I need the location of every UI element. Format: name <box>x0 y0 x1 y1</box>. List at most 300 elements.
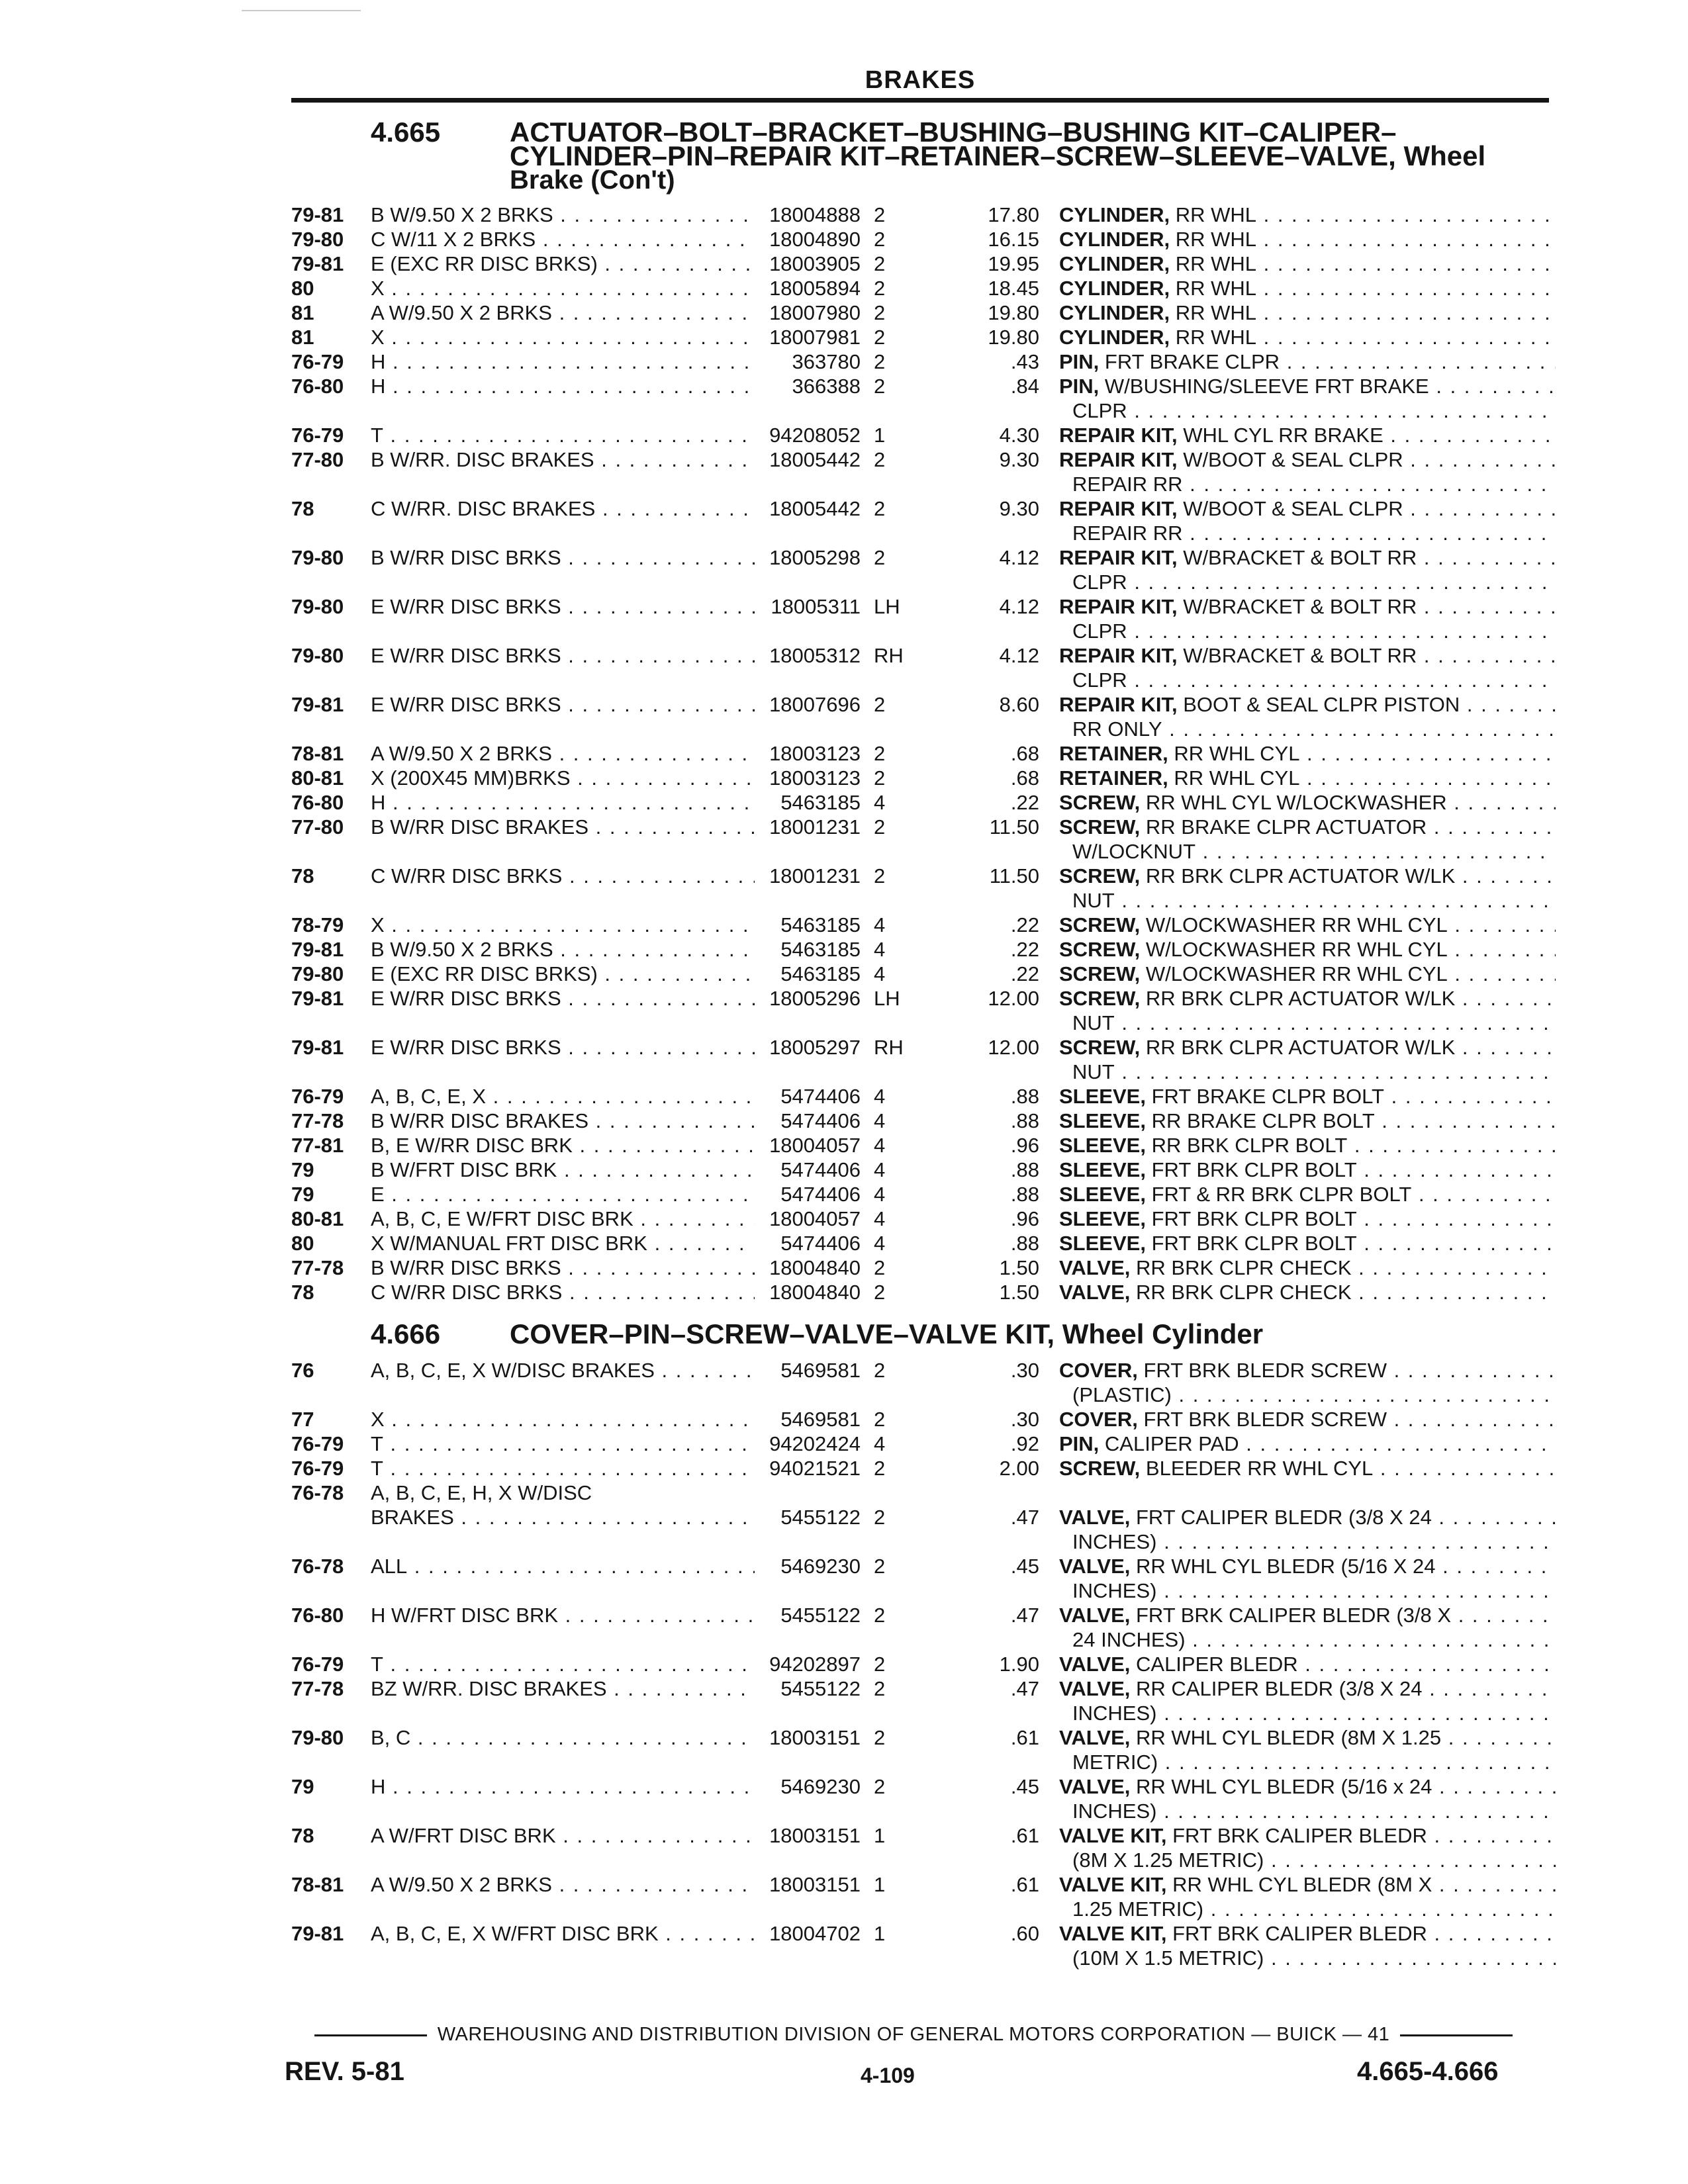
part-name <box>1059 1872 1556 1921</box>
model-years: 79-80 <box>291 644 344 667</box>
part-type: VALVE, <box>1059 1726 1131 1749</box>
quantity: 2 <box>874 1256 886 1279</box>
table-row <box>291 1231 1556 1255</box>
section-title-line: CYLINDER–PIN–REPAIR KIT–RETAINER–SCREW–SLEEVE–VALVE, Wheel <box>510 140 1486 171</box>
footer-division <box>291 2024 1536 2046</box>
model-years: 79-80 <box>291 595 344 618</box>
model-years: 77-80 <box>291 448 344 471</box>
part-type: SLEEVE, <box>1059 1109 1146 1132</box>
part-type: VALVE, <box>1059 1775 1131 1798</box>
part-name-line <box>1059 1774 1556 1799</box>
part-number: 18007980 <box>769 301 861 324</box>
part-type: VALVE, <box>1059 1653 1131 1676</box>
part-name-line <box>1059 937 1556 962</box>
part-type: SCREW, <box>1059 987 1141 1010</box>
part-type: SLEEVE, <box>1059 1207 1146 1230</box>
part-type: VALVE KIT, <box>1059 1873 1167 1896</box>
application-description: E W/RR DISC BRKS . . . <box>371 986 755 1011</box>
section-title <box>510 116 1556 195</box>
table-row <box>291 1725 1556 1774</box>
part-type: CYLINDER, <box>1059 326 1170 349</box>
part-detail-continued: CLPR . . . <box>1059 398 1556 423</box>
application-description: B W/RR DISC BRAKES . . . <box>371 1109 755 1133</box>
part-number: 18003905 <box>769 252 861 275</box>
quantity: 2 <box>874 1775 886 1798</box>
part-detail-continued: NUT . . . <box>1059 888 1556 913</box>
part-detail: FRT BRK CLPR BOLT <box>1151 1232 1357 1255</box>
price: .43 <box>1010 350 1039 373</box>
part-detail: W/BRACKET & BOLT RR <box>1183 546 1417 569</box>
table-row <box>291 545 1556 594</box>
part-number: 18004888 <box>769 203 861 226</box>
part-name-line <box>1059 325 1556 349</box>
table-row <box>291 594 1556 643</box>
part-number: 18003123 <box>769 766 861 790</box>
part-name-line <box>1059 1921 1556 1946</box>
price: 9.30 <box>999 448 1039 471</box>
price: .88 <box>1010 1183 1039 1206</box>
part-detail: WHL CYL RR BRAKE <box>1183 424 1383 447</box>
part-type: VALVE, <box>1059 1506 1131 1529</box>
table-row <box>291 1158 1556 1182</box>
part-number: 18004840 <box>769 1256 861 1279</box>
table-row <box>291 325 1556 349</box>
part-name-line <box>1059 864 1556 888</box>
part-name <box>1059 251 1556 276</box>
part-number: 94021521 <box>769 1457 861 1480</box>
table-row <box>291 1603 1556 1652</box>
part-number: 5455122 <box>780 1677 861 1700</box>
part-name <box>1059 1231 1556 1255</box>
header-rule <box>291 98 1549 103</box>
part-name-line <box>1059 349 1556 374</box>
part-name <box>1059 1407 1556 1432</box>
model-years: 78 <box>291 1824 314 1847</box>
page-header: BRAKES <box>865 66 976 94</box>
part-detail: FRT BRK CALIPER BLEDR <box>1172 1824 1427 1847</box>
part-number: 5463185 <box>780 962 861 985</box>
price: 16.15 <box>988 228 1039 251</box>
part-name-line <box>1059 203 1556 227</box>
quantity: 4 <box>874 938 886 961</box>
part-name <box>1059 937 1556 962</box>
part-detail: FRT BRK CLPR BOLT <box>1151 1158 1357 1181</box>
part-number: 18003151 <box>769 1726 861 1749</box>
part-number: 5455122 <box>780 1506 861 1529</box>
part-detail: RR WHL <box>1175 326 1256 349</box>
part-detail: RR WHL <box>1175 228 1256 251</box>
model-years: 76-80 <box>291 791 344 814</box>
part-type: REPAIR KIT, <box>1059 546 1178 569</box>
application-description: E . . . <box>371 1182 755 1206</box>
part-name <box>1059 913 1556 937</box>
part-type: SCREW, <box>1059 913 1141 936</box>
part-type: PIN, <box>1059 375 1100 398</box>
part-name <box>1059 1554 1556 1603</box>
table-row <box>291 1084 1556 1109</box>
part-number: 18005297 <box>769 1036 861 1059</box>
part-type: SCREW, <box>1059 1036 1141 1059</box>
part-name <box>1059 423 1556 447</box>
quantity: 4 <box>874 1232 886 1255</box>
section-number: 4.666 <box>371 1318 441 1349</box>
model-years: 76-80 <box>291 1604 344 1627</box>
part-number: 18005894 <box>769 277 861 300</box>
section-title-line: ACTUATOR–BOLT–BRACKET–BUSHING–BUSHING KIT–CALIPER– <box>510 116 1397 148</box>
part-name-line <box>1059 1255 1556 1280</box>
table-row <box>291 203 1556 227</box>
price: 4.12 <box>999 595 1039 618</box>
price: .47 <box>1010 1604 1039 1627</box>
part-type: SLEEVE, <box>1059 1158 1146 1181</box>
part-name <box>1059 203 1556 227</box>
part-type: CYLINDER, <box>1059 203 1170 226</box>
part-detail-continued: W/LOCKNUT . . . <box>1059 839 1556 864</box>
part-number: 18005296 <box>769 987 861 1010</box>
part-number: 18005311 <box>771 595 861 618</box>
part-detail-continued: INCHES) . . . <box>1059 1529 1556 1554</box>
part-type: RETAINER, <box>1059 766 1168 790</box>
part-name <box>1059 1505 1556 1554</box>
part-name-line <box>1059 1231 1556 1255</box>
price: .22 <box>1010 938 1039 961</box>
price: 1.50 <box>999 1256 1039 1279</box>
part-detail-continued: (8M X 1.25 METRIC) . . . <box>1059 1848 1556 1872</box>
part-name-line <box>1059 1456 1556 1480</box>
part-name-line <box>1059 1554 1556 1578</box>
part-name-line <box>1059 1505 1556 1529</box>
part-number: 18003151 <box>769 1824 861 1847</box>
application-description: H . . . <box>371 790 755 815</box>
part-name <box>1059 1432 1556 1456</box>
part-type: SCREW, <box>1059 938 1141 961</box>
part-name-line <box>1059 766 1556 790</box>
part-name <box>1059 1133 1556 1158</box>
quantity: 4 <box>874 1158 886 1181</box>
table-row <box>291 1872 1556 1921</box>
part-name <box>1059 447 1556 496</box>
model-years: 78-81 <box>291 1873 344 1896</box>
model-years: 76-79 <box>291 1457 344 1480</box>
part-name-line <box>1059 1035 1556 1060</box>
quantity: 2 <box>874 1506 886 1529</box>
table-row <box>291 1358 1556 1407</box>
part-detail: FRT BRK BLEDR SCREW <box>1143 1408 1387 1431</box>
part-detail: RR BRK CLPR CHECK <box>1136 1281 1352 1304</box>
model-years: 81 <box>291 326 314 349</box>
model-years: 78 <box>291 1281 314 1304</box>
section-title-line: Brake (Con't) <box>510 165 675 195</box>
table-row <box>291 1652 1556 1676</box>
part-name-line <box>1059 986 1556 1011</box>
model-years: 77-78 <box>291 1109 344 1132</box>
application-description: A W/9.50 X 2 BRKS . . . <box>371 300 755 325</box>
part-number: 18004057 <box>769 1134 861 1157</box>
application-description: B W/RR DISC BRKS . . . <box>371 545 755 570</box>
footer-division-text: WAREHOUSING AND DISTRIBUTION DIVISION OF GENERAL MOTORS CORPORATION — BUICK — 41 <box>437 2024 1390 2045</box>
part-name <box>1059 986 1556 1035</box>
price: .61 <box>1010 1873 1039 1896</box>
table-row <box>291 496 1556 545</box>
price: .88 <box>1010 1085 1039 1108</box>
part-name-line <box>1059 1603 1556 1627</box>
part-name-line <box>1059 913 1556 937</box>
part-name <box>1059 545 1556 594</box>
part-detail: RR WHL <box>1175 277 1256 300</box>
section-4-665-heading <box>371 116 1549 195</box>
part-number: 94208052 <box>769 424 861 447</box>
model-years: 77-81 <box>291 1134 344 1157</box>
part-name-line <box>1059 545 1556 570</box>
part-name <box>1059 325 1556 349</box>
part-number: 18001231 <box>769 815 861 839</box>
application-description: T . . . <box>371 1456 755 1480</box>
part-detail: CALIPER PAD <box>1104 1432 1239 1455</box>
model-years: 80 <box>291 1232 314 1255</box>
part-detail: RR WHL <box>1175 301 1256 324</box>
model-years: 76-79 <box>291 350 344 373</box>
part-name-line <box>1059 227 1556 251</box>
part-name <box>1059 962 1556 986</box>
part-detail-continued: CLPR . . . <box>1059 619 1556 643</box>
price: .47 <box>1010 1506 1039 1529</box>
application-description: X W/MANUAL FRT DISC BRK . . . <box>371 1231 755 1255</box>
application-description: H W/FRT DISC BRK . . . <box>371 1603 755 1627</box>
quantity: 2 <box>874 1457 886 1480</box>
part-detail: W/BOOT & SEAL CLPR <box>1183 497 1403 520</box>
section-number: 4.665 <box>371 116 441 148</box>
part-name <box>1059 1774 1556 1823</box>
part-number: 5474406 <box>780 1109 861 1132</box>
part-name-line <box>1059 1182 1556 1206</box>
application-description: E W/RR DISC BRKS . . . <box>371 1035 755 1060</box>
application-description: C W/11 X 2 BRKS . . . <box>371 227 755 251</box>
model-years: 77-78 <box>291 1256 344 1279</box>
part-name-line <box>1059 1109 1556 1133</box>
model-years: 76 <box>291 1359 314 1382</box>
part-detail: RR CALIPER BLEDR (3/8 X 24 <box>1136 1677 1423 1700</box>
table-row <box>291 1456 1556 1480</box>
quantity: RH <box>874 644 904 667</box>
part-name <box>1059 1652 1556 1676</box>
part-type: SLEEVE, <box>1059 1134 1146 1157</box>
model-years: 79-80 <box>291 1726 344 1749</box>
model-years: 80-81 <box>291 766 344 790</box>
table-row <box>291 790 1556 815</box>
part-detail-continued: REPAIR RR . . . <box>1059 472 1556 496</box>
application-description: A W/9.50 X 2 BRKS . . . <box>371 1872 755 1897</box>
part-name <box>1059 1280 1556 1304</box>
part-name <box>1059 1255 1556 1280</box>
quantity: LH <box>874 595 900 618</box>
price: 4.12 <box>999 644 1039 667</box>
part-number: 18007696 <box>769 693 861 716</box>
part-number: 18001231 <box>769 864 861 887</box>
model-years: 77 <box>291 1408 314 1431</box>
application-description: B W/FRT DISC BRK . . . <box>371 1158 755 1182</box>
part-name <box>1059 1823 1556 1872</box>
part-number: 5474406 <box>780 1158 861 1181</box>
application-description: B, E W/RR DISC BRK . . . <box>371 1133 755 1158</box>
model-years: 79-81 <box>291 203 344 226</box>
quantity: 1 <box>874 1824 886 1847</box>
part-detail: RR WHL CYL BLEDR (8M X <box>1172 1873 1432 1896</box>
price: 19.95 <box>988 252 1039 275</box>
part-name-line <box>1059 447 1556 472</box>
part-name-line <box>1059 423 1556 447</box>
table-row <box>291 447 1556 496</box>
model-years: 79-80 <box>291 228 344 251</box>
table-row <box>291 349 1556 374</box>
price: 4.30 <box>999 424 1039 447</box>
part-detail-continued: NUT . . . <box>1059 1060 1556 1084</box>
quantity: 1 <box>874 424 886 447</box>
model-years: 79-81 <box>291 987 344 1010</box>
application-description: C W/RR. DISC BRAKES . . . <box>371 496 755 521</box>
section-range: 4.665-4.666 <box>1357 2057 1499 2086</box>
part-number: 5463185 <box>780 791 861 814</box>
price: 9.30 <box>999 497 1039 520</box>
price: 2.00 <box>999 1457 1039 1480</box>
part-name <box>1059 1725 1556 1774</box>
table-row <box>291 1182 1556 1206</box>
table-row <box>291 913 1556 937</box>
part-name-line <box>1059 1133 1556 1158</box>
model-years: 78-81 <box>291 742 344 765</box>
table-row <box>291 1407 1556 1432</box>
application-description: X (200X45 MM)BRKS . . . <box>371 766 755 790</box>
application-description: B, C . . . <box>371 1725 755 1750</box>
quantity: 2 <box>874 497 886 520</box>
part-number: 5474406 <box>780 1085 861 1108</box>
part-detail: FRT BRK CALIPER BLEDR <box>1172 1922 1427 1945</box>
part-number: 5469230 <box>780 1775 861 1798</box>
quantity: 2 <box>874 1555 886 1578</box>
application-description: A W/9.50 X 2 BRKS . . . <box>371 741 755 766</box>
application-description: E (EXC RR DISC BRKS) . . . <box>371 962 755 986</box>
part-type: SLEEVE, <box>1059 1183 1146 1206</box>
price: .68 <box>1010 742 1039 765</box>
section-title: COVER–PIN–SCREW–VALVE–VALVE KIT, Wheel Cylinder <box>510 1318 1264 1349</box>
part-number: 5474406 <box>780 1183 861 1206</box>
quantity: 1 <box>874 1873 886 1896</box>
part-name <box>1059 1676 1556 1725</box>
part-name-line <box>1059 1676 1556 1701</box>
quantity: 2 <box>874 1604 886 1627</box>
part-name <box>1059 790 1556 815</box>
part-detail: RR WHL CYL BLEDR (5/16 X 24 <box>1136 1555 1436 1578</box>
application-description: B W/RR. DISC BRAKES . . . <box>371 447 755 472</box>
part-detail: FRT CALIPER BLEDR (3/8 X 24 <box>1136 1506 1432 1529</box>
part-name-line <box>1059 276 1556 300</box>
part-name-line <box>1059 1358 1556 1383</box>
part-detail: FRT BRK BLEDR SCREW <box>1143 1359 1387 1382</box>
price: .60 <box>1010 1922 1039 1945</box>
part-number: 5463185 <box>780 913 861 936</box>
table-row <box>291 766 1556 790</box>
part-detail: RR WHL <box>1175 252 1256 275</box>
application-description: C W/RR DISC BRKS . . . <box>371 1280 755 1304</box>
part-name <box>1059 496 1556 545</box>
table-row <box>291 251 1556 276</box>
price: .61 <box>1010 1824 1039 1847</box>
footer-rule <box>314 2034 427 2036</box>
price: .30 <box>1010 1359 1039 1382</box>
part-name <box>1059 643 1556 692</box>
part-number: 5469581 <box>780 1408 861 1431</box>
part-detail: W/BUSHING/SLEEVE FRT BRAKE <box>1104 375 1429 398</box>
application-description: E W/RR DISC BRKS . . . <box>371 643 755 668</box>
table-row <box>291 423 1556 447</box>
model-years: 76-79 <box>291 1653 344 1676</box>
part-detail: RR WHL <box>1175 203 1256 226</box>
table-row <box>291 1280 1556 1304</box>
application-description: B W/9.50 X 2 BRKS . . . <box>371 937 755 962</box>
quantity: 2 <box>874 693 886 716</box>
part-name-line <box>1059 643 1556 668</box>
part-detail-continued: CLPR . . . <box>1059 668 1556 692</box>
table-row <box>291 1505 1556 1554</box>
price: 11.50 <box>989 815 1039 839</box>
quantity: 2 <box>874 326 886 349</box>
part-name <box>1059 1206 1556 1231</box>
quantity: 2 <box>874 448 886 471</box>
quantity: 4 <box>874 1207 886 1230</box>
part-type: VALVE, <box>1059 1677 1131 1700</box>
part-name-line <box>1059 594 1556 619</box>
table-row <box>291 227 1556 251</box>
application-description: T . . . <box>371 1652 755 1676</box>
price: .45 <box>1010 1555 1039 1578</box>
model-years: 78-79 <box>291 913 344 936</box>
scan-mark <box>242 10 361 11</box>
application-description: X . . . <box>371 913 755 937</box>
part-detail-continued: INCHES) . . . <box>1059 1578 1556 1603</box>
table-row <box>291 1823 1556 1872</box>
quantity: 2 <box>874 766 886 790</box>
quantity: 2 <box>874 228 886 251</box>
quantity: 2 <box>874 1653 886 1676</box>
footer-rule <box>1400 2034 1513 2036</box>
model-years: 76-79 <box>291 1432 344 1455</box>
table-row <box>291 864 1556 913</box>
model-years: 76-79 <box>291 424 344 447</box>
price: 17.80 <box>988 203 1039 226</box>
application-description: H . . . <box>371 1774 755 1799</box>
model-years: 76-78 <box>291 1481 344 1504</box>
part-detail: RR BRK CLPR ACTUATOR W/LK <box>1145 987 1456 1010</box>
price: 19.80 <box>988 301 1039 324</box>
table-row <box>291 962 1556 986</box>
table-row <box>291 692 1556 741</box>
model-years: 77-78 <box>291 1677 344 1700</box>
part-type: REPAIR KIT, <box>1059 424 1178 447</box>
part-name <box>1059 300 1556 325</box>
quantity: 2 <box>874 350 886 373</box>
part-detail: W/BRACKET & BOLT RR <box>1183 595 1417 618</box>
price: 18.45 <box>988 277 1039 300</box>
revision-label: REV. 5-81 <box>285 2057 404 2086</box>
quantity: 2 <box>874 1677 886 1700</box>
part-detail: FRT & RR BRK CLPR BOLT <box>1151 1183 1412 1206</box>
part-name-line <box>1059 815 1556 839</box>
table-row <box>291 374 1556 423</box>
part-name-line <box>1059 790 1556 815</box>
part-detail: RR BRK CLPR BOLT <box>1151 1134 1348 1157</box>
part-name-line <box>1059 741 1556 766</box>
table-row <box>291 1035 1556 1084</box>
part-name <box>1059 766 1556 790</box>
